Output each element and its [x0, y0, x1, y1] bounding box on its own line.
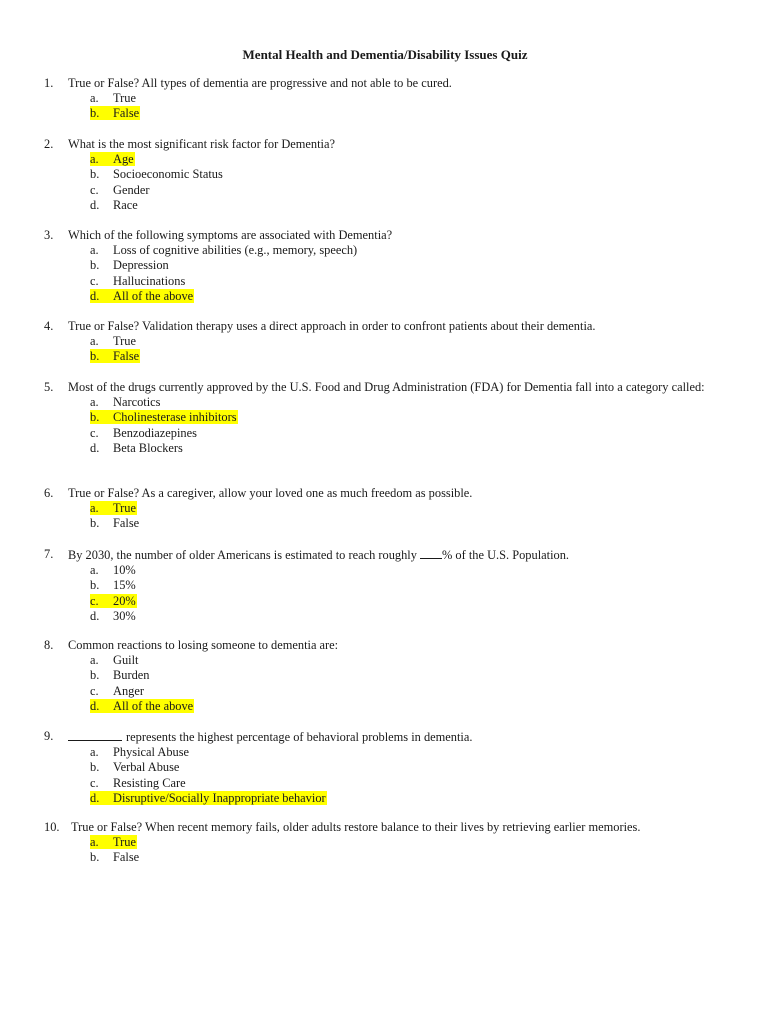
answer-highlight [90, 594, 137, 608]
option-c [90, 183, 724, 198]
option-a [90, 243, 724, 258]
option-text: True [113, 835, 136, 850]
option-letter: a. [90, 563, 99, 578]
question-text: What is the most significant risk factor for Dementia? [68, 137, 336, 151]
answer-highlight [90, 106, 140, 120]
option-text: Hallucinations [113, 273, 186, 288]
option-letter: b. [90, 578, 100, 593]
answer-highlight [90, 349, 140, 363]
fill-in-blank [420, 547, 442, 559]
option-letter: c. [90, 775, 99, 790]
option-c [90, 594, 724, 609]
option-text: Narcotics [113, 395, 161, 410]
question-4 [44, 319, 724, 365]
option-letter: a. [90, 243, 99, 258]
option-text: Anger [113, 683, 144, 698]
option-letter: b. [90, 167, 100, 182]
option-letter: a. [90, 334, 99, 349]
option-text: True [113, 334, 136, 349]
option-b [90, 850, 724, 865]
option-text: All of the above [113, 288, 194, 303]
option-d [90, 289, 724, 304]
question-number: 1. [44, 76, 54, 90]
question-text: Most of the drugs currently approved by the U.S. Food and Drug Administration (FDA) for Dementia fall into a category called: [68, 380, 705, 394]
option-text: Age [113, 152, 134, 167]
option-text: True [113, 91, 136, 106]
question-number: 5. [44, 380, 54, 394]
option-letter: d. [90, 288, 100, 303]
option-a [90, 501, 724, 516]
option-text: False [113, 850, 140, 865]
answer-highlight [90, 289, 194, 303]
option-text: False [113, 106, 140, 121]
option-text: Physical Abuse [113, 745, 190, 760]
option-b [90, 668, 724, 683]
question-number: 4. [44, 319, 54, 333]
option-letter: b. [90, 760, 100, 775]
option-letter: d. [90, 790, 100, 805]
question-6 [44, 486, 724, 532]
option-text: Socioeconomic Status [113, 167, 223, 182]
option-text: Benzodiazepines [113, 425, 197, 440]
option-c [90, 776, 724, 791]
option-letter: d. [90, 197, 100, 212]
option-letter: c. [90, 425, 99, 440]
option-c [90, 684, 724, 699]
option-letter: d. [90, 608, 100, 623]
question-text-before: By 2030, the number of older Americans is estimated to reach roughly [68, 548, 421, 562]
question-2 [44, 137, 724, 213]
question-text-after: represents the highest percentage of behavioral problems in dementia. [126, 730, 473, 744]
answer-highlight [90, 699, 194, 713]
option-b [90, 258, 724, 273]
question-number: 2. [44, 137, 54, 151]
answer-highlight [90, 501, 137, 515]
question-7 [44, 547, 724, 624]
option-d [90, 609, 724, 624]
option-letter: b. [90, 850, 100, 865]
option-text: Burden [113, 668, 150, 683]
option-b [90, 349, 724, 364]
question-number: 10. [44, 820, 60, 834]
option-text: Disruptive/Socially Inappropriate behavior [113, 790, 326, 805]
option-b [90, 167, 724, 182]
option-letter: b. [90, 106, 100, 121]
option-letter: b. [90, 349, 100, 364]
option-b [90, 410, 724, 425]
option-letter: a. [90, 653, 99, 668]
option-text: Depression [113, 258, 169, 273]
question-1 [44, 76, 724, 122]
question-number: 7. [44, 547, 54, 561]
option-a [90, 563, 724, 578]
option-letter: a. [90, 152, 99, 167]
option-text: 30% [113, 608, 136, 623]
option-a [90, 835, 724, 850]
question-8 [44, 638, 724, 714]
option-text: Cholinesterase inhibitors [113, 410, 237, 425]
option-c [90, 426, 724, 441]
option-text: Guilt [113, 653, 139, 668]
question-text: True or False? As a caregiver, allow your loved one as much freedom as possible. [68, 486, 473, 500]
option-d [90, 791, 724, 806]
option-letter: a. [90, 395, 99, 410]
answer-highlight [90, 152, 135, 166]
answer-highlight [90, 835, 137, 849]
option-b [90, 106, 724, 121]
option-text: 20% [113, 593, 136, 608]
option-letter: d. [90, 440, 100, 455]
option-text: 15% [113, 578, 136, 593]
option-text: True [113, 501, 136, 516]
question-text: True or False? Validation therapy uses a direct approach in order to confront patients about their dementia. [68, 319, 596, 333]
option-text: False [113, 516, 140, 531]
option-text: Loss of cognitive abilities (e.g., memory, speech) [113, 243, 358, 258]
question-text: Which of the following symptoms are associated with Dementia? [68, 228, 393, 242]
option-letter: a. [90, 501, 99, 516]
option-text: 10% [113, 563, 136, 578]
question-text: True or False? When recent memory fails, older adults restore balance to their lives by retrieving earlier memories. [71, 820, 641, 834]
answer-highlight [90, 791, 327, 805]
question-3 [44, 228, 724, 304]
option-d [90, 198, 724, 213]
option-text: False [113, 349, 140, 364]
question-text [68, 729, 724, 745]
question-number: 6. [44, 486, 54, 500]
question-number: 3. [44, 228, 54, 242]
question-text: True or False? All types of dementia are progressive and not able to be cured. [68, 76, 452, 90]
option-letter: a. [90, 835, 99, 850]
option-letter: b. [90, 258, 100, 273]
option-letter: a. [90, 745, 99, 760]
option-c [90, 274, 724, 289]
option-d [90, 441, 724, 456]
option-letter: c. [90, 182, 99, 197]
option-letter: c. [90, 593, 99, 608]
option-a [90, 334, 724, 349]
option-text: Race [113, 197, 138, 212]
option-letter: c. [90, 683, 99, 698]
option-letter: b. [90, 668, 100, 683]
fill-in-blank [68, 729, 122, 741]
question-9 [44, 729, 724, 806]
option-b [90, 516, 724, 531]
option-text: Verbal Abuse [113, 760, 180, 775]
page-title: Mental Health and Dementia/Disability Issues Quiz [242, 47, 528, 62]
answer-highlight [90, 410, 238, 424]
question-text-after: % of the U.S. Population. [442, 548, 570, 562]
option-text: Gender [113, 182, 150, 197]
option-b [90, 760, 724, 775]
option-a [90, 745, 724, 760]
option-text: Resisting Care [113, 775, 186, 790]
option-letter: a. [90, 91, 99, 106]
option-letter: c. [90, 273, 99, 288]
option-letter: b. [90, 410, 100, 425]
option-text: Beta Blockers [113, 440, 183, 455]
option-a [90, 653, 724, 668]
option-a [90, 152, 724, 167]
question-5 [44, 380, 724, 456]
question-text: Common reactions to losing someone to dementia are: [68, 638, 339, 652]
question-number: 8. [44, 638, 54, 652]
option-b [90, 578, 724, 593]
option-letter: b. [90, 516, 100, 531]
question-10 [44, 820, 724, 866]
option-letter: d. [90, 698, 100, 713]
option-d [90, 699, 724, 714]
question-text [68, 547, 724, 563]
option-text: All of the above [113, 698, 194, 713]
option-a [90, 91, 724, 106]
question-number: 9. [44, 729, 54, 743]
option-a [90, 395, 724, 410]
